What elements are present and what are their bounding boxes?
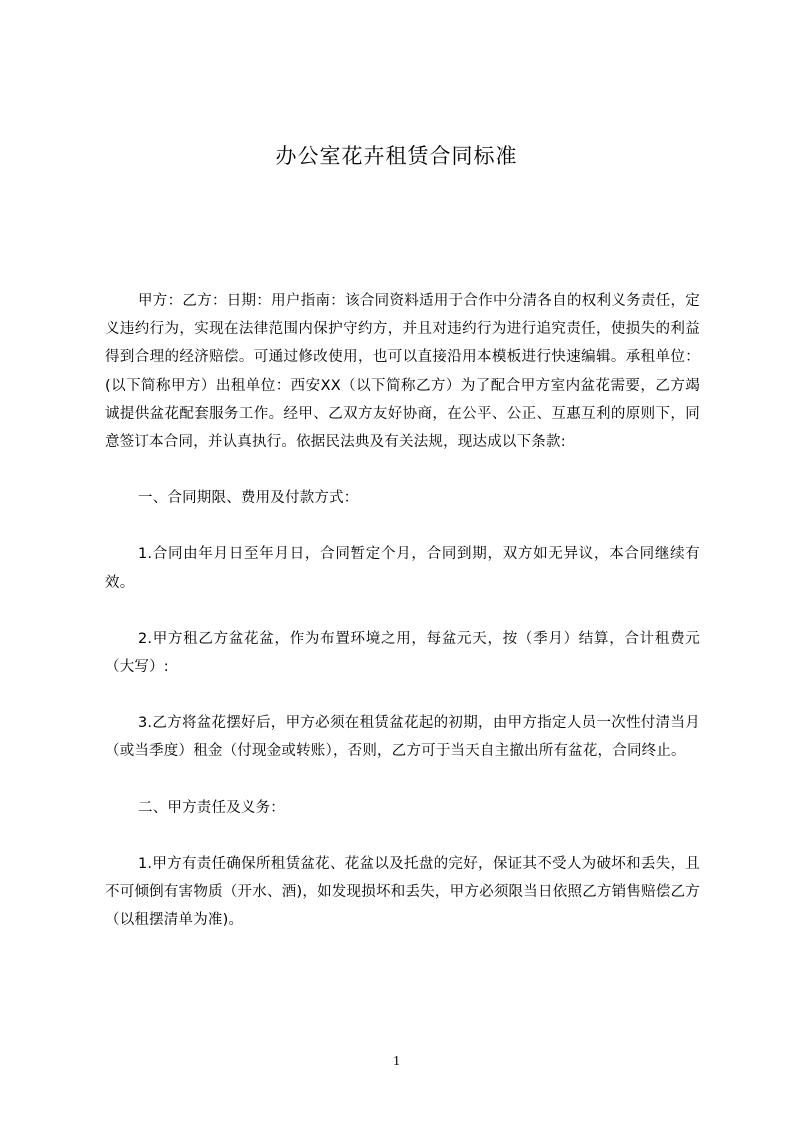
- section-1-clause-3: 3.乙方将盆花摆好后，甲方必须在租赁盆花起的初期，由甲方指定人员一次性付清当月（或当季度）租金（付现金或转账），否则，乙方可于当天自主撤出所有盆花，合同终止。: [105, 715, 700, 760]
- page-number: 1: [393, 1054, 400, 1069]
- section-1-heading: 一、合同期限、费用及付款方式：: [138, 490, 359, 507]
- section-1-clause-2: 2.甲方租乙方盆花盆，作为布置环境之用，每盆元天，按（季月）结算，合计租费元（大写）:: [105, 630, 700, 676]
- section-1-clause-1: 1.合同由年月日至年月日，合同暂定个月，合同到期，双方如无异议，本合同继续有效。: [105, 546, 700, 591]
- document-body: [105, 287, 700, 934]
- intro-paragraph: 甲方：乙方：日期：用户指南：该合同资料适用于合作中分清各自的权利义务责任，定义违约行为，实现在法律范围内保护守约方，并且对违约行为进行追究责任，使损失的利益得到合理的经济赔偿。可通过修改使用，也可以直接沿用本模板进行快速编辑。承租单位：(以下简称甲方）出租单位：西安XX（以下简称乙方）为了配合甲方室内盆花需要，乙方竭诚提供盆花配套服务工作。经甲、乙双方友好协商，在公平、公正、互惠互利的原则下，同意签订本合同，并认真执行。依据民法典及有关法规，现达成以下条款:: [105, 293, 700, 451]
- section-2-heading: 二、甲方责任及义务：: [138, 799, 285, 816]
- section-2-clause-1: 1.甲方有责任确保所租赁盆花、花盆以及托盘的完好，保证其不受人为破坏和丢失，且不可倾倒有害物质（开水、酒)，如发现损坏和丢失，甲方必须限当日依照乙方销售赔偿乙方（以租摆清单为准)。: [105, 855, 700, 929]
- document-title: 办公室花卉租赁合同标准: [275, 144, 518, 168]
